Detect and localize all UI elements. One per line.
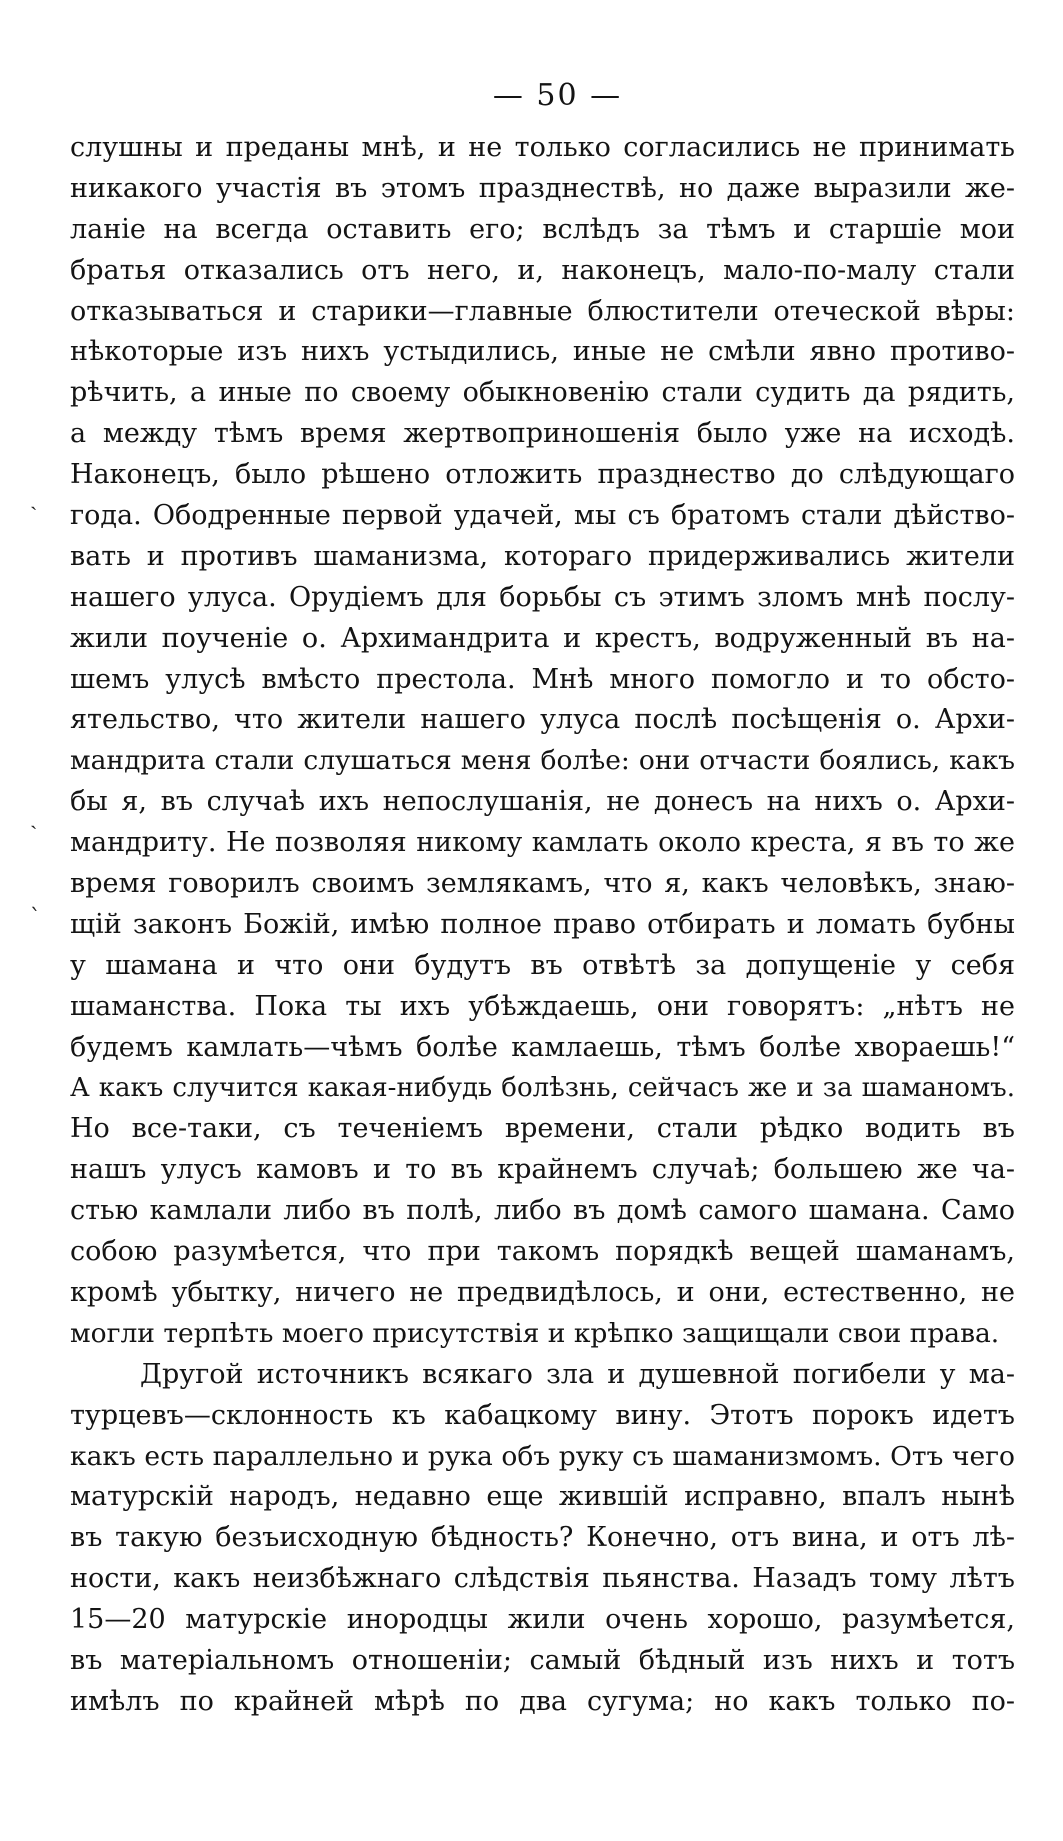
text-line: время говорилъ своимъ землякамъ, что я, какъ человѣкъ, знаю- (70, 868, 1015, 900)
text-line: собою разумѣется, что при такомъ порядкѣ вещей шаманамъ, (70, 1236, 1015, 1268)
text-line: Но все-таки, съ теченіемъ времени, стали рѣдко водить въ (70, 1113, 1015, 1145)
text-line: Наконецъ, было рѣшено отложить празднество до слѣдующаго (70, 459, 1015, 491)
text-line: въ такую безъисходную бѣдность? Конечно, отъ вина, и отъ лѣ- (70, 1522, 1015, 1554)
text-line: будемъ камлать—чѣмъ болѣе камлаешь, тѣмъ болѣе хвораешь!“ (70, 1031, 1015, 1063)
text-line: 15—20 матурскіе инородцы жили очень хорошо, разумѣется, (70, 1604, 1015, 1636)
text-line: матурскій народъ, недавно еще жившій исправно, впалъ нынѣ (70, 1481, 1015, 1513)
margin-mark: ˎ (30, 486, 38, 511)
text-line: а между тѣмъ время жертвоприношенія было уже на исходѣ. (70, 418, 1015, 450)
text-line: слушны и преданы мнѣ, и не только согласились не принимать (70, 132, 1015, 163)
text-line: у шамана и что они будутъ въ отвѣтѣ за допущеніе у себя (70, 949, 1015, 981)
text-line: нѣкоторые изъ нихъ устыдились, иные не смѣли явно противо- (70, 336, 1015, 368)
text-line: отказываться и старики—главные блюстители отеческой вѣры: (70, 295, 1015, 327)
text-line: какъ есть параллельно и рука объ руку съ шаманизмомъ. Отъ чего (70, 1440, 1015, 1472)
text-line: стью камлали либо въ полѣ, либо въ домѣ самого шамана. Само (70, 1195, 1015, 1227)
page-number: — 50 — (492, 78, 623, 113)
text-line: мандрита стали слушаться меня болѣе: они отчасти боялись, какъ (70, 745, 1015, 777)
text-line: никакого участія въ этомъ празднествѣ, но даже выразили же- (70, 172, 1015, 204)
margin-mark: ˎ (30, 805, 38, 830)
text-line: года. Ободренные первой удачей, мы съ братомъ стали дѣйство- (70, 500, 1015, 532)
text-line: ности, какъ неизбѣжнаго слѣдствія пьянства. Назадъ тому лѣтъ (70, 1563, 1015, 1595)
text-line: А какъ случится какая-нибудь болѣзнь, сейчасъ же и за шаманомъ. (70, 1073, 1015, 1104)
text-line: жили поученіе о. Архимандрита и крестъ, водруженный въ на- (70, 622, 1015, 654)
text-line: турцевъ—склонность къ кабацкому вину. Этотъ порокъ идетъ (70, 1399, 1015, 1431)
text-line: мандриту. Не позволяя никому камлать около креста, я въ то же (70, 827, 1015, 859)
text-line: имѣлъ по крайней мѣрѣ по два сугума; но какъ только по- (70, 1685, 1015, 1717)
margin-mark: ˋ (30, 906, 41, 931)
body-text (70, 128, 1015, 1723)
text-line: бы я, въ случаѣ ихъ непослушанія, не донесъ на нихъ о. Архи- (70, 786, 1015, 818)
text-line: могли терпѣть моего присутствія и крѣпко защищали свои права. (70, 1317, 1000, 1349)
text-line: нашъ улусъ камовъ и то въ крайнемъ случаѣ; большею же ча- (70, 1154, 1015, 1186)
text-line: кромѣ убытку, ничего не предвидѣлось, и они, естественно, не (70, 1276, 1015, 1308)
text-line: рѣчить, а иные по своему обыкновенію стали судить да рядить, (70, 377, 1015, 409)
text-line: ланіе на всегда оставить его; вслѣдъ за тѣмъ и старшіе мои (70, 213, 1015, 245)
text-line: ятельство, что жители нашего улуса послѣ посѣщенія о. Архи- (70, 704, 1015, 736)
paragraph-first-line: Другой источникъ всякаго зла и душевной погибели у ма- (140, 1358, 1015, 1390)
text-line: въ матеріальномъ отношеніи; самый бѣдный изъ нихъ и тотъ (70, 1644, 1015, 1676)
text-line: шаманства. Пока ты ихъ убѣждаешь, они говорятъ: „нѣтъ не (70, 990, 1015, 1022)
text-line: братья отказались отъ него, и, наконецъ, мало-по-малу стали (70, 254, 1015, 286)
text-line: вать и противъ шаманизма, котораго придерживались жители (70, 540, 1015, 572)
text-line: нашего улуса. Орудіемъ для борьбы съ этимъ зломъ мнѣ послу- (70, 581, 1015, 613)
text-line: щій законъ Божій, имѣю полное право отбирать и ломать бубны (70, 908, 1015, 940)
text-line: шемъ улусѣ вмѣсто престола. Мнѣ много помогло и то обсто- (70, 663, 1015, 695)
